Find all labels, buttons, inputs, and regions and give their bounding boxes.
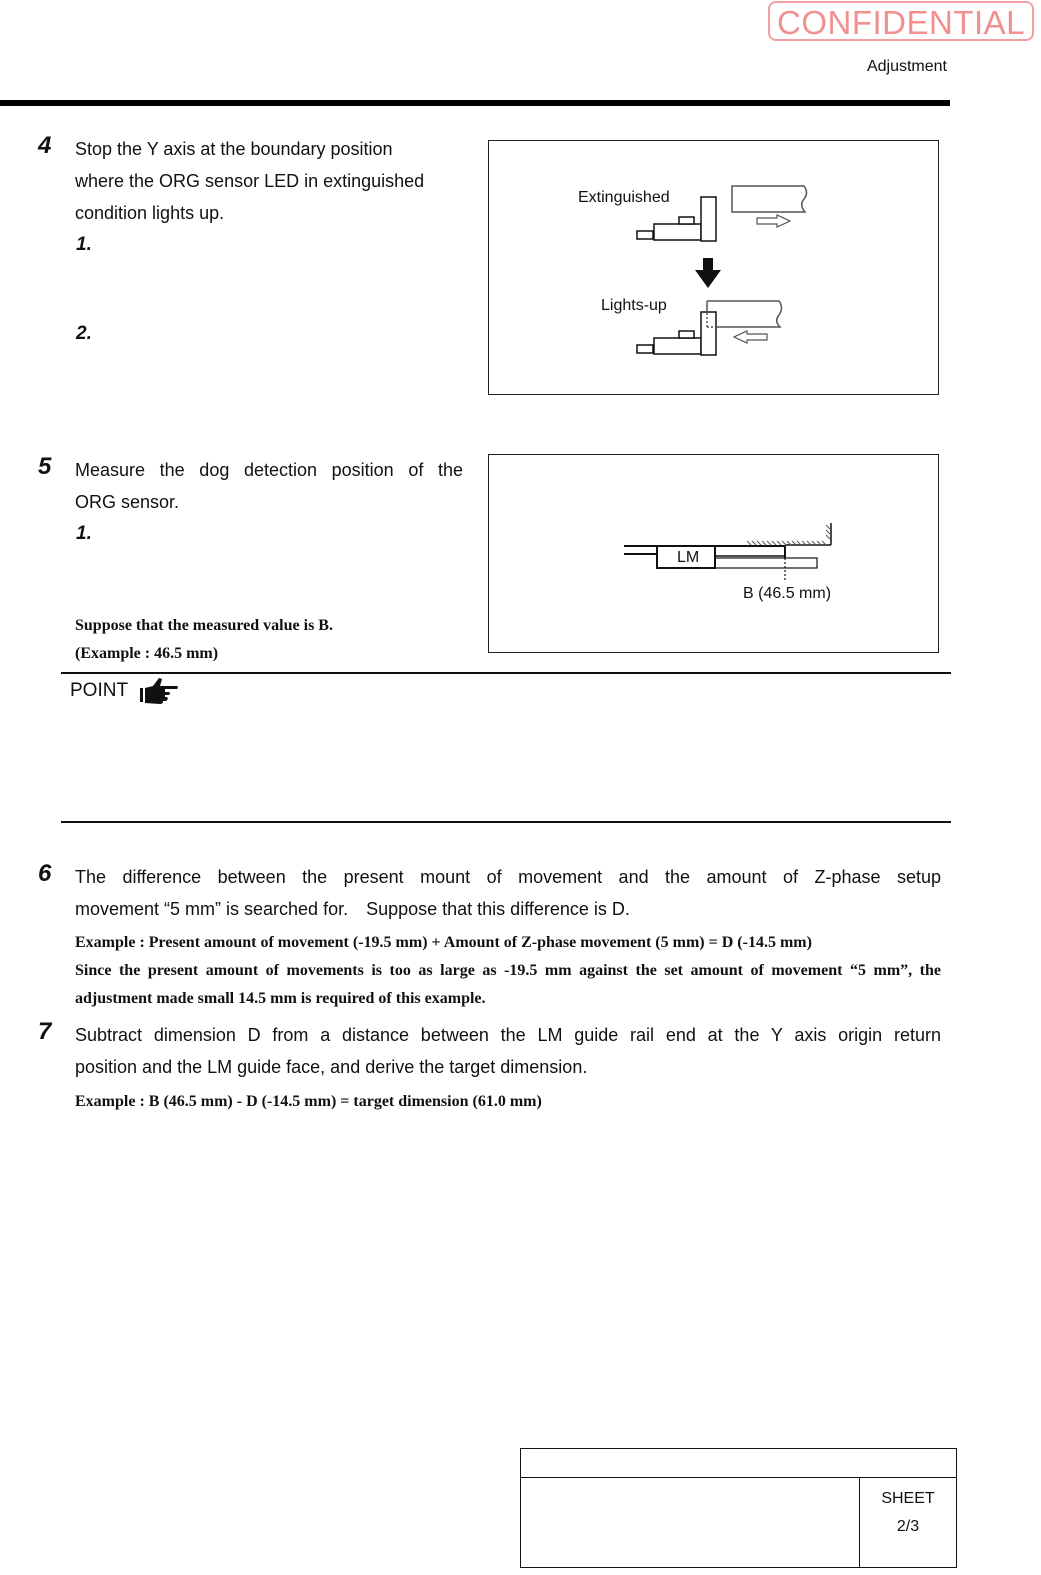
- lm-guide-diagram-icon: [489, 455, 940, 654]
- dimension-b-label: B (46.5 mm): [743, 585, 832, 602]
- point-bottom-rule: [61, 821, 951, 823]
- title-block-top-row: [521, 1449, 956, 1478]
- step-6-notes: [75, 929, 941, 1013]
- step-5-line: Measure the dog detection position of the: [75, 460, 463, 480]
- step-7-example: Example : B (46.5 mm) - D (-14.5 mm) = target dimension (61.0 mm): [75, 1093, 542, 1110]
- step-7-text: [75, 1019, 941, 1083]
- arrow-right-icon: [757, 215, 790, 227]
- dog-plate-icon: [732, 186, 807, 212]
- sheet-label: SHEET: [881, 1490, 935, 1507]
- wall-hatching-icon: [747, 525, 830, 545]
- step-4-substep-1: 1.: [76, 234, 92, 255]
- step-6-line: The difference between the present mount of movement and the amount of Z-phase setup: [75, 867, 941, 887]
- step-4-line: where the ORG sensor LED in extinguished: [75, 171, 425, 191]
- step-5-line: ORG sensor.: [75, 492, 180, 512]
- step-number-6: 6: [38, 860, 52, 887]
- sheet-cell: [859, 1477, 956, 1567]
- arrow-down-icon: [695, 258, 721, 288]
- step-5-note-1: Suppose that the measured value is B.: [75, 617, 333, 634]
- step-4-line: Stop the Y axis at the boundary position: [75, 139, 393, 159]
- title-block: [520, 1448, 957, 1568]
- step-number-7: 7: [38, 1018, 52, 1045]
- step-6-example: Example : Present amount of movement (-19.5 mm) + Amount of Z-phase movement (5 mm) = D (-14.5 mm): [75, 934, 812, 951]
- step-6-text: [75, 861, 941, 925]
- step-4-line: condition lights up.: [75, 203, 225, 223]
- point-top-rule: [61, 672, 951, 674]
- lm-block-label: LM: [677, 549, 700, 566]
- step-number-4: 4: [38, 132, 52, 159]
- sensor-state-figure: [488, 140, 939, 395]
- step-5-substep-1: 1.: [76, 523, 92, 544]
- step-6-explanation-cont: adjustment made small 14.5 mm is required of this example.: [75, 990, 486, 1007]
- step-7-line: position and the LM guide face, and derive the target dimension.: [75, 1057, 588, 1077]
- sheet-number: 2/3: [896, 1518, 920, 1535]
- step-4-text: [75, 133, 475, 229]
- step-number-5: 5: [38, 453, 52, 480]
- step-5-note-2: (Example : 46.5 mm): [75, 645, 219, 662]
- extinguished-label: Extinguished: [578, 189, 670, 206]
- step-5-text: [75, 454, 463, 518]
- step-4-substep-2: 2.: [76, 323, 92, 344]
- sensor-diagram-icon: [489, 141, 940, 396]
- header-rule: [0, 100, 950, 106]
- section-title: Adjustment: [866, 58, 947, 75]
- pointing-hand-icon: [139, 676, 181, 706]
- step-6-explanation: Since the present amount of movements is too as large as -19.5 mm against the set amount of movement “5 mm”, the: [75, 962, 941, 979]
- confidential-stamp: CONFIDENTIAL: [768, 1, 1034, 41]
- point-label: POINT: [70, 680, 129, 701]
- lm-guide-figure: [488, 454, 939, 653]
- lights-up-label: Lights-up: [601, 297, 667, 314]
- step-7-line: Subtract dimension D from a distance between the LM guide rail end at the Y axis origin return: [75, 1025, 941, 1045]
- arrow-left-icon: [734, 331, 767, 343]
- step-6-line: movement “5 mm” is searched for. Suppose that this difference is D.: [75, 899, 630, 919]
